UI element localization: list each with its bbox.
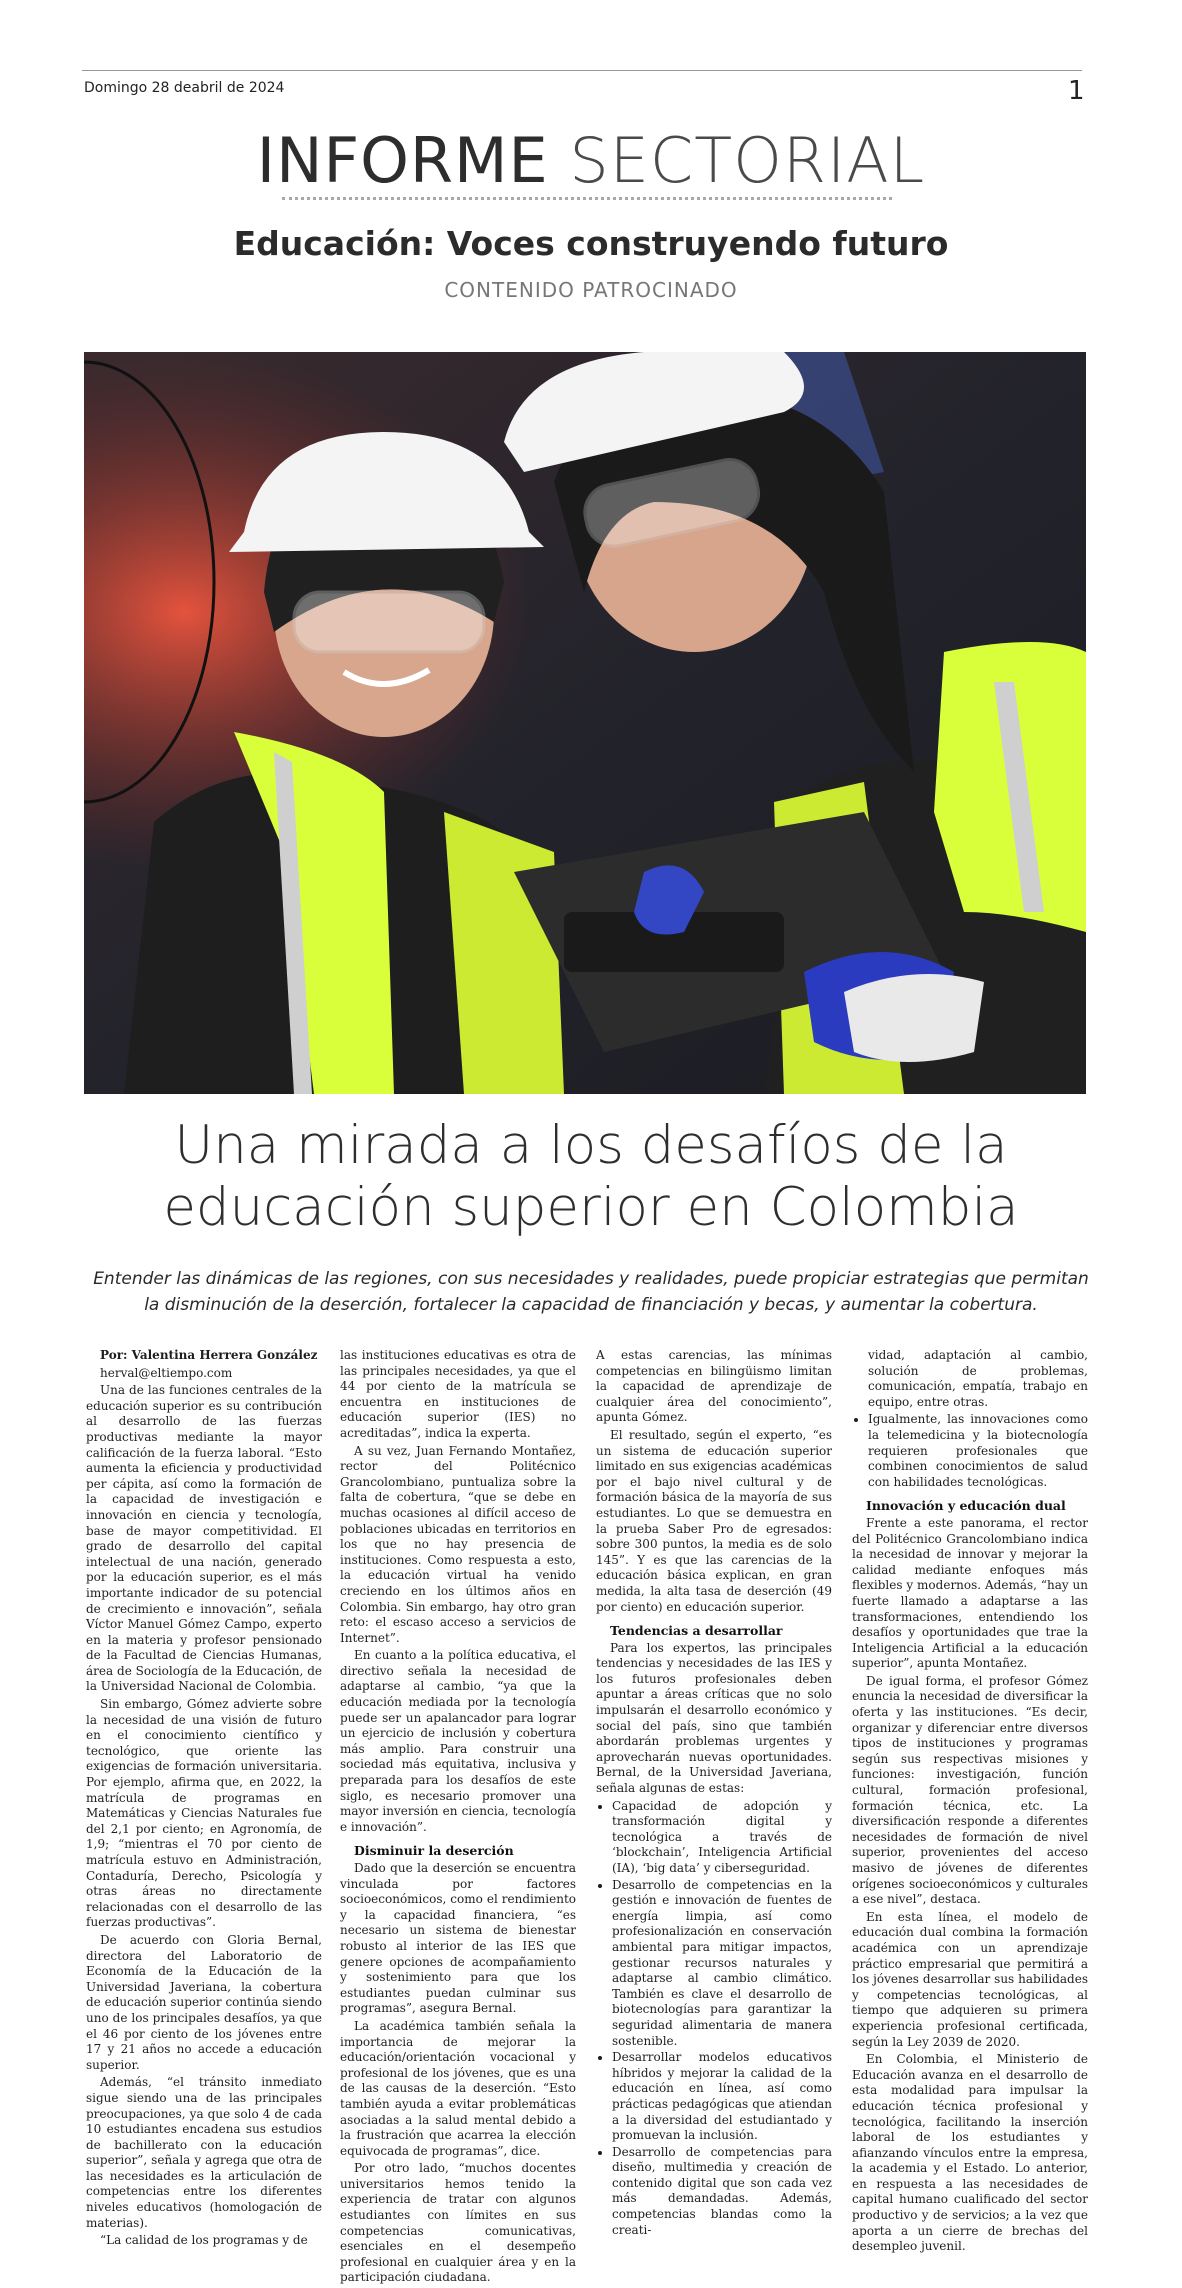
headline-line-2: educación superior en Colombia [163,1177,1019,1238]
section-subtitle: Educación: Voces construyendo futuro [233,224,949,263]
article-column-4 [852,1348,1088,2257]
paragraph: El resultado, según el experto, “es un sistema de educación superior limitado en sus exigencias académicas por el bajo nivel cultural y de formación básica de la mayoría de sus estudiantes. Lo que se demuestra en la prueba Saber Pro de egresados: sobre 300 puntos, la media es de solo 145”. Y es que las carencias de la educación básica explican, en gran medida, la alta tasa de deserción (49 por ciento) en educación superior. [596,1427,832,1614]
paragraph: vidad, adaptación al cambio, solución de problemas, comunicación, empatía, trabajo en equipo, entre otras. [868,1348,1088,1409]
paragraph: Dado que la deserción se encuentra vinculada por factores socioeconómicos, como el rendimiento y la capacidad financiera, “es necesario un sistema de bienestar robusto al interior de las IES que genere opciones de acompañamiento y sostenimiento para que los estudiantes puedan culminar sus programas”, asegura Bernal. [340,1861,576,2016]
sponsored-label: CONTENIDO PATROCINADO [444,278,738,302]
section-title [0,124,1182,197]
paragraph: Por otro lado, “muchos docentes universitarios hemos tenido la experiencia de tratar con algunos estudiantes con límites en sus competencias comunicativas, esenciales en el desempeño profesional en cualquier área y en la participación ciudadana. [340,2161,576,2285]
list-item: • Desarrollo de competencias para diseño, multimedia y creación de contenido digital que son cada vez más demandadas. Además, competencias blandas como la creati- [612,2145,832,2239]
section-heading: Disminuir la deserción [354,1843,514,1859]
section-heading: Innovación y educación dual [866,1498,1066,1514]
page-number: 1 [1068,76,1085,106]
section-heading: Tendencias a desarrollar [610,1623,783,1639]
author-email[interactable]: herval@eltiempo.com [100,1365,233,1380]
list-item: • Capacidad de adopción y transformación digital y tecnológica a través de ‘blockchain’, Inteligencia Artificial (IA), ‘big data’ y ciberseguridad. [612,1799,832,1877]
lede-line-1: Entender las dinámicas de las regiones, con sus necesidades y realidades, puede propiciar estrategias que permitan [93,1269,1089,1289]
trend-list [596,1799,832,2239]
article-headline [0,1115,1182,1239]
top-rule [82,70,1082,71]
paragraph: Además, “el tránsito inmediato sigue siendo una de las principales preocupaciones, ya que solo 4 de cada 10 estudiantes encadena sus estudios de bachillerato con la educación superior”, señala y agrega que otra de las necesidades es la articulación de competencias entre los diferentes niveles educativos (homologación de materias). [86,2075,322,2230]
paragraph: Sin embargo, Gómez advierte sobre la necesidad de una visión de futuro en el conocimiento científico y tecnológico, que oriente las exigencias de formación universitaria. Por ejemplo, afirma que, en 2022, la matrícula de programas en Matemáticas y Ciencias Naturales fue del 2,1 por ciento; en Agronomía, de 1,9; “mientras el 70 por ciento de matrícula estuvo en Administración, Contaduría, Derecho, Psicología y otras áreas no directamente relacionadas con el desarrollo de las fuerzas productivas”. [86,1697,322,1930]
paragraph: A su vez, Juan Fernando Montañez, rector del Politécnico Grancolombiano, puntualiza sobre la falta de cobertura, “que se debe en muchas ocasiones al difícil acceso de poblaciones ubicadas en territorios en los que no hay presencia de instituciones. Como respuesta a esto, la educación virtual ha venido creciendo en los últimos años en Colombia. Sin embargo, hay otro gran reto: el escaso acceso a servicios de Internet”. [340,1443,576,1645]
paragraph: las instituciones educativas es otra de las principales necesidades, ya que el 44 por ciento de la matrícula se encuentra en instituciones de educación superior (IES) no acreditadas”, indica la experta. [340,1348,576,1440]
paragraph: En Colombia, el Ministerio de Educación avanza en el desarrollo de esta modalidad para impulsar la educación técnica profesional y tecnológica, facilitando la inserción laboral de los estudiantes y afianzando vínculos entre la empresa, la academia y el Estado. Lo anterior, en respuesta a las necesidades de capital humano cualificado del sector productivo y de servicios; a la vez que aporta a un cierre de brechas del desempleo juvenil. [852,2052,1088,2254]
section-title-secondary: SECTORIAL [569,124,926,197]
paragraph: De acuerdo con Gloria Bernal, directora del Laboratorio de Economía de la Educación de la Universidad Javeriana, la cobertura de educación superior continúa siendo uno de los principales desafíos, ya que el 46 por ciento de los jóvenes entre 17 y 21 años no accede a educación superior. [86,1932,322,2072]
article-column-2 [340,1348,576,2288]
paragraph: En cuanto a la política educativa, el directivo señala la necesidad de adaptarse al cambio, “ya que la educación mediada por la tecnología puede ser un apalancador para lograr un ejercicio de inclusión y cobertura más amplio. Para construir una sociedad más equitativa, inclusiva y preparada para los desafíos de este siglo, es necesario promover una mayor inversión en ciencia, tecnología e innovación”. [340,1648,576,1834]
article-column-3 [596,1348,832,2240]
article-lede [90,1266,1092,1318]
byline: Por: Valentina Herrera González [100,1348,318,1362]
list-item: • Desarrollar modelos educativos híbridos y mejorar la calidad de la educación en línea, así como prácticas pedagógicas que atiendan a la diversidad del estudiantado y promuevan la inclusión. [612,2050,832,2144]
section-title-main: INFORME [256,124,549,197]
issue-date: Domingo 28 deabril de 2024 [84,80,285,96]
paragraph: Para los expertos, las principales tendencias y necesidades de las IES y los futuros profesionales deben apuntar a áreas críticas que no solo impulsarán el desarrollo económico y social del país, sino que también abordarán problemas urgentes y aprovecharán nuevas oportunidades. Bernal, de la Universidad Javeriana, señala algunas de estas: [596,1640,832,1796]
trend-list-continued [852,1412,1088,1490]
lede-line-2: la disminución de la deserción, fortalecer la capacidad de financiación y becas, y aumentar la cobertura. [144,1295,1038,1315]
article-column-1 [86,1348,322,2251]
paragraph: A estas carencias, las mínimas competencias en bilingüismo limitan la capacidad de aprendizaje de cualquier área del conocimiento”, apunta Gómez. [596,1348,832,1425]
paragraph: En esta línea, el modelo de educación dual combina la formación académica con un aprendizaje práctico empresarial que permitirá a los jóvenes desarrollar sus habilidades y competencias tecnológicas, al tiempo que adquieren su primera experiencia profesional certificada, según la Ley 2039 de 2020. [852,1909,1088,2049]
headline-line-1: Una mirada a los desafíos de la [174,1115,1008,1176]
title-dotted-rule [282,197,892,200]
hero-photo [84,352,1086,1094]
paragraph: De igual forma, el profesor Gómez enuncia la necesidad de diversificar la oferta y las instituciones. “Es decir, organizar y diferenciar entre diversos tipos de instituciones y programas según sus respectivas misiones y funciones: investigación, función cultural, formación profesional, formación técnica, etc. La diversificación responde a diferentes necesidades de formación de nivel superior, provenientes del acceso masivo de jóvenes de diferentes orígenes socioeconómicos y culturales a ese nivel”, destaca. [852,1673,1088,1907]
students-with-safety-gear-illustration [84,352,1086,1094]
paragraph: La académica también señala la importancia de mejorar la educación/orientación vocacional y profesional de los jóvenes, que es una de las causas de la deserción. “Esto también ayuda a evitar problemáticas asociadas a la salud mental debido a la frustración que acarrea la elección equivocada de programas”, dice. [340,2018,576,2158]
list-item: • Desarrollo de competencias en la gestión e innovación de fuentes de energía limpia, así como profesionalización en conservación ambiental para mitigar impactos, gestionar recursos naturales y adaptarse al cambio climático. También es clave el desarrollo de biotecnologías para garantizar la seguridad alimentaria de manera sostenible. [612,1878,832,2050]
paragraph: Una de las funciones centrales de la educación superior es su contribución al desarrollo de las fuerzas productivas mediante la mayor calificación de la fuerza laboral. “Esto aumenta la eficiencia y productividad per cápita, así como la formación de la capacidad de investigación e innovación en ciencia y tecnología, base de mayor competitividad. El grado de desarrollo del capital intelectual de una nación, generado por la educación superior, es el más importante indicador de su potencial de crecimiento e innovación”, señala Víctor Manuel Gómez Campo, experto en la materia y profesor pensionado de la Facultad de Ciencias Humanas, área de Sociología de la Educación, de la Universidad Nacional de Colombia. [86,1383,322,1694]
paragraph: Frente a este panorama, el rector del Politécnico Grancolombiano indica la necesidad de innovar y mejorar la calidad mediante enfoques más flexibles y modernos. Además, “hay un fuerte llamado a adaptarse a las transformaciones, entendiendo los desafíos y oportunidades que trae la Inteligencia Artificial a la educación superior”, apunta Montañez. [852,1515,1088,1671]
list-item: • Igualmente, las innovaciones como la telemedicina y la biotecnología requieren profesionales que combinen conocimientos de salud con habilidades tecnológicas. [868,1412,1088,1490]
paragraph: “La calidad de los programas y de [100,2233,308,2248]
